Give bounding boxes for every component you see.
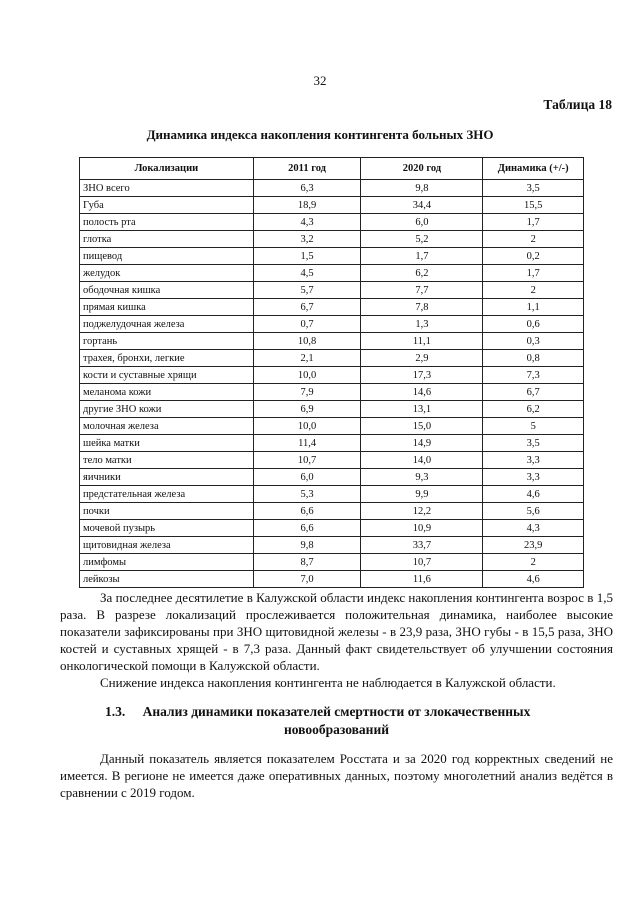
- cell-localization: меланома кожи: [80, 384, 254, 401]
- cell-2020: 2,9: [361, 350, 483, 367]
- cell-2020: 7,7: [361, 282, 483, 299]
- cell-2011: 7,0: [253, 571, 361, 588]
- section-heading: [60, 703, 613, 739]
- cell-dynamics: 0,6: [483, 316, 584, 333]
- table-row: [80, 384, 584, 401]
- cell-dynamics: 6,2: [483, 401, 584, 418]
- page-number: 32: [313, 73, 327, 88]
- cell-dynamics: 4,6: [483, 486, 584, 503]
- cell-2011: 6,7: [253, 299, 361, 316]
- cell-2011: 6,9: [253, 401, 361, 418]
- cell-localization: щитовидная железа: [80, 537, 254, 554]
- table-row: [80, 452, 584, 469]
- cell-2020: 5,2: [361, 231, 483, 248]
- cell-localization: другие ЗНО кожи: [80, 401, 254, 418]
- cell-2020: 14,0: [361, 452, 483, 469]
- cell-2011: 10,0: [253, 367, 361, 384]
- table-row: [80, 248, 584, 265]
- cell-localization: шейка матки: [80, 435, 254, 452]
- cell-localization: лимфомы: [80, 554, 254, 571]
- table-row: [80, 554, 584, 571]
- cell-dynamics: 3,5: [483, 180, 584, 197]
- cell-2011: 2,1: [253, 350, 361, 367]
- table-row: [80, 503, 584, 520]
- cell-2020: 33,7: [361, 537, 483, 554]
- cell-dynamics: 1,7: [483, 265, 584, 282]
- cell-dynamics: 1,1: [483, 299, 584, 316]
- cell-localization: кости и суставные хрящи: [80, 367, 254, 384]
- table-row: [80, 367, 584, 384]
- cell-localization: почки: [80, 503, 254, 520]
- cell-2011: 4,3: [253, 214, 361, 231]
- cell-dynamics: 0,2: [483, 248, 584, 265]
- cell-dynamics: 3,3: [483, 452, 584, 469]
- paragraph: Данный показатель является показателем Росстата и за 2020 год корректных сведений не имеется. В регионе не имеется даже оперативных данных, поэтому многолетний анализ ведётся в сравнении с 2019 годом.: [60, 751, 613, 800]
- cell-2011: 10,0: [253, 418, 361, 435]
- cell-dynamics: 6,7: [483, 384, 584, 401]
- cell-localization: пищевод: [80, 248, 254, 265]
- table-row: [80, 469, 584, 486]
- cell-localization: молочная железа: [80, 418, 254, 435]
- cell-dynamics: 2: [483, 282, 584, 299]
- cell-2011: 4,5: [253, 265, 361, 282]
- table-row: [80, 537, 584, 554]
- cell-dynamics: 0,3: [483, 333, 584, 350]
- cell-2011: 6,0: [253, 469, 361, 486]
- cell-2020: 9,8: [361, 180, 483, 197]
- table-header-row: [80, 158, 584, 180]
- cell-2011: 10,7: [253, 452, 361, 469]
- cell-2011: 9,8: [253, 537, 361, 554]
- paragraph: Снижение индекса накопления контингента не наблюдается в Калужской области.: [100, 675, 556, 690]
- cell-2011: 6,6: [253, 520, 361, 537]
- table-title: Динамика индекса накопления контингента больных ЗНО: [146, 127, 494, 142]
- cell-dynamics: 3,3: [483, 469, 584, 486]
- data-table: [79, 157, 584, 588]
- table-row: [80, 401, 584, 418]
- cell-2011: 5,7: [253, 282, 361, 299]
- cell-localization: ЗНО всего: [80, 180, 254, 197]
- cell-2020: 10,9: [361, 520, 483, 537]
- cell-dynamics: 23,9: [483, 537, 584, 554]
- table-row: [80, 214, 584, 231]
- cell-2020: 9,9: [361, 486, 483, 503]
- table-row: [80, 316, 584, 333]
- table-label: Таблица 18: [543, 97, 612, 112]
- table-row: [80, 197, 584, 214]
- table-row: [80, 486, 584, 503]
- cell-dynamics: 0,8: [483, 350, 584, 367]
- table-row: [80, 350, 584, 367]
- cell-dynamics: 3,5: [483, 435, 584, 452]
- cell-dynamics: 5,6: [483, 503, 584, 520]
- cell-2011: 7,9: [253, 384, 361, 401]
- cell-localization: тело матки: [80, 452, 254, 469]
- cell-2020: 14,9: [361, 435, 483, 452]
- table-row: [80, 282, 584, 299]
- cell-2011: 3,2: [253, 231, 361, 248]
- paragraph: За последнее десятилетие в Калужской области индекс накопления контингента возрос в 1,5 раза. В разрезе локализаций прослеживается положительная динамика, наиболее высокие показатели зафиксированы при ЗНО щитовидной железы - в 23,9 раза, ЗНО губы - в 15,5 раза, ЗНО костей и суставных хрящей - в 7,3 раза. Данный факт свидетельствует об улучшении состояния онкологической помощи в Калужской области.: [60, 590, 613, 673]
- cell-2020: 1,7: [361, 248, 483, 265]
- cell-2020: 10,7: [361, 554, 483, 571]
- cell-dynamics: 2: [483, 554, 584, 571]
- cell-2020: 6,2: [361, 265, 483, 282]
- cell-2020: 34,4: [361, 197, 483, 214]
- cell-2011: 6,3: [253, 180, 361, 197]
- text-block-1: [60, 589, 613, 691]
- cell-localization: прямая кишка: [80, 299, 254, 316]
- cell-localization: лейкозы: [80, 571, 254, 588]
- cell-localization: желудок: [80, 265, 254, 282]
- cell-dynamics: 5: [483, 418, 584, 435]
- cell-localization: мочевой пузырь: [80, 520, 254, 537]
- cell-2011: 10,8: [253, 333, 361, 350]
- table-row: [80, 435, 584, 452]
- cell-2020: 17,3: [361, 367, 483, 384]
- column-header-2011: 2011 год: [253, 158, 361, 180]
- cell-dynamics: 2: [483, 231, 584, 248]
- cell-localization: гортань: [80, 333, 254, 350]
- text-block-2: [60, 750, 613, 801]
- section-title-line-1: Анализ динамики показателей смертности от злокачественных: [142, 704, 531, 719]
- cell-2011: 6,6: [253, 503, 361, 520]
- cell-dynamics: 4,3: [483, 520, 584, 537]
- section-number: 1.3.: [105, 704, 126, 719]
- cell-2011: 0,7: [253, 316, 361, 333]
- table-row: [80, 299, 584, 316]
- section-title-line-2: новообразований: [283, 722, 390, 737]
- cell-dynamics: 1,7: [483, 214, 584, 231]
- cell-localization: поджелудочная железа: [80, 316, 254, 333]
- cell-2011: 5,3: [253, 486, 361, 503]
- column-header-dynamics: Динамика (+/-): [483, 158, 584, 180]
- column-header-2020: 2020 год: [361, 158, 483, 180]
- cell-2020: 9,3: [361, 469, 483, 486]
- cell-dynamics: 7,3: [483, 367, 584, 384]
- table-body: [80, 180, 584, 588]
- table-row: [80, 333, 584, 350]
- cell-2020: 11,6: [361, 571, 483, 588]
- cell-2020: 11,1: [361, 333, 483, 350]
- cell-localization: яичники: [80, 469, 254, 486]
- cell-2020: 1,3: [361, 316, 483, 333]
- cell-2011: 11,4: [253, 435, 361, 452]
- cell-2011: 1,5: [253, 248, 361, 265]
- cell-dynamics: 4,6: [483, 571, 584, 588]
- cell-2020: 14,6: [361, 384, 483, 401]
- table-row: [80, 520, 584, 537]
- cell-localization: предстательная железа: [80, 486, 254, 503]
- cell-localization: ободочная кишка: [80, 282, 254, 299]
- column-header-localization: Локализации: [80, 158, 254, 180]
- cell-2020: 15,0: [361, 418, 483, 435]
- cell-localization: глотка: [80, 231, 254, 248]
- table-row: [80, 265, 584, 282]
- cell-2011: 18,9: [253, 197, 361, 214]
- cell-2020: 13,1: [361, 401, 483, 418]
- table-row: [80, 231, 584, 248]
- cell-localization: полость рта: [80, 214, 254, 231]
- table-row: [80, 571, 584, 588]
- cell-dynamics: 15,5: [483, 197, 584, 214]
- cell-2020: 7,8: [361, 299, 483, 316]
- cell-2011: 8,7: [253, 554, 361, 571]
- cell-2020: 6,0: [361, 214, 483, 231]
- table-row: [80, 418, 584, 435]
- table-row: [80, 180, 584, 197]
- cell-localization: Губа: [80, 197, 254, 214]
- cell-2020: 12,2: [361, 503, 483, 520]
- cell-localization: трахея, бронхи, легкие: [80, 350, 254, 367]
